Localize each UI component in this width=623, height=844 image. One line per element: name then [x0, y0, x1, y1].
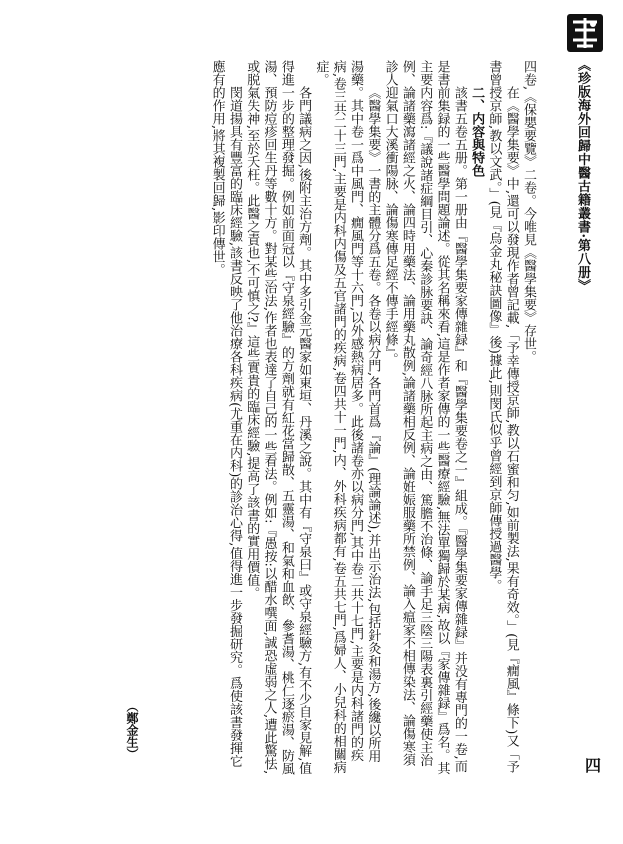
paragraph-5: 各門議病之因,後附主治方劑。其中多引金元醫家如東垣、丹溪之說。其中有『守泉曰』或守泉經驗方,有不少自家見解,值得進一步的整理發掘。例如前面冠以『守泉經驗』的方劑就有紅花當歸散、五靈湯、和氣和血飲、參耆湯、桃仁逐瘀湯、防風湯、預防痘疹回生丹等數十方。對某些治法,作者也表達了自己的一些看法。例如:『愚按:以醋水噀面,誠恐虛弱之人,遭此驚怯,或脱氣失神,至於夭枉。此醫之責也,不可慎之?』這些實貴的臨床經驗,提高了該書的實用價值。 — [244, 60, 312, 775]
paragraph-4: 《醫學集要》一書的主體分爲五卷。各卷以病分門,各門首爲『論』(理論論述),并出示治法,包括針灸和湯方,後纔以所用湯藥。其中卷一爲中風門、癇風門等十六門,以外感熱病居多。此後諸卷亦以病分門,其中卷二共十七門,主要是内科諸門的疾病,卷三共二十三門,主要是内科内傷及五官諸門的疾病,卷四共十一門,内、外科疾病都有,卷五共七門,爲婦人、小兒科的相關病症。 — [313, 60, 381, 774]
paragraph-1: 四卷,《保嬰要覽》二卷。今唯見《醫學集要》存世。 — [521, 60, 536, 364]
collection-seal-logo — [565, 12, 605, 54]
paragraph-3: 該書五卷五册。第一册由『醫學集要家傳雜録』和『醫學集要卷之一』組成。『醫學集要家傳雜録』并没有專門的一卷,而是書前集録的一些醫學問題論述。從其名稱來看,這是作者家傳的一些醫療經驗,無法單獨歸於某病,故以『家傳雜録』爲名。其主要内容爲:『議說諸症綱目引、心秦診脉要訣、論奇經八脉所起主病之由、篤膽不治條、論手足三陰三陽表裏引經藥使主治例、論諸藥瀉諸經之火、論四時用藥法、論用藥丸散例,論諸藥相反例、論姙娠服藥所禁例、論入瘟家不相傳染法、論傷寒須診人迎氣口大溪衝陽脉、論傷寒傳足經不傳手經條』。 — [382, 60, 467, 775]
section-heading: 二、内容與特色 — [469, 86, 485, 177]
main-text-body — [208, 60, 537, 775]
running-header-book-title: 《珍版海外回歸中醫古籍叢書·第八册》 — [575, 58, 590, 293]
paragraph-2: 在《醫學集要》中,還可以發現作者曾記載,「予幸傳授京師,教以石蜜和匀,如前製法,果有奇效。」(見『癇風』條下)又「予書曾授京師,教以文武。」(見『烏金丸秘訣圖像』後)據此,則閔氏似乎曾經到京師傳授過醫學。 — [486, 60, 519, 774]
paragraph-6: 閔道揚具有豐富的臨床經驗,該書反映了他治療各科疾病(尤重在内科)的診治心得,值得進一步發掘研究。爲使該書發揮它應有的作用,將其複製回歸,影印傳世。 — [209, 60, 242, 768]
author-signature: （鄭金生） — [125, 700, 139, 760]
page-number: 四 — [585, 756, 602, 775]
